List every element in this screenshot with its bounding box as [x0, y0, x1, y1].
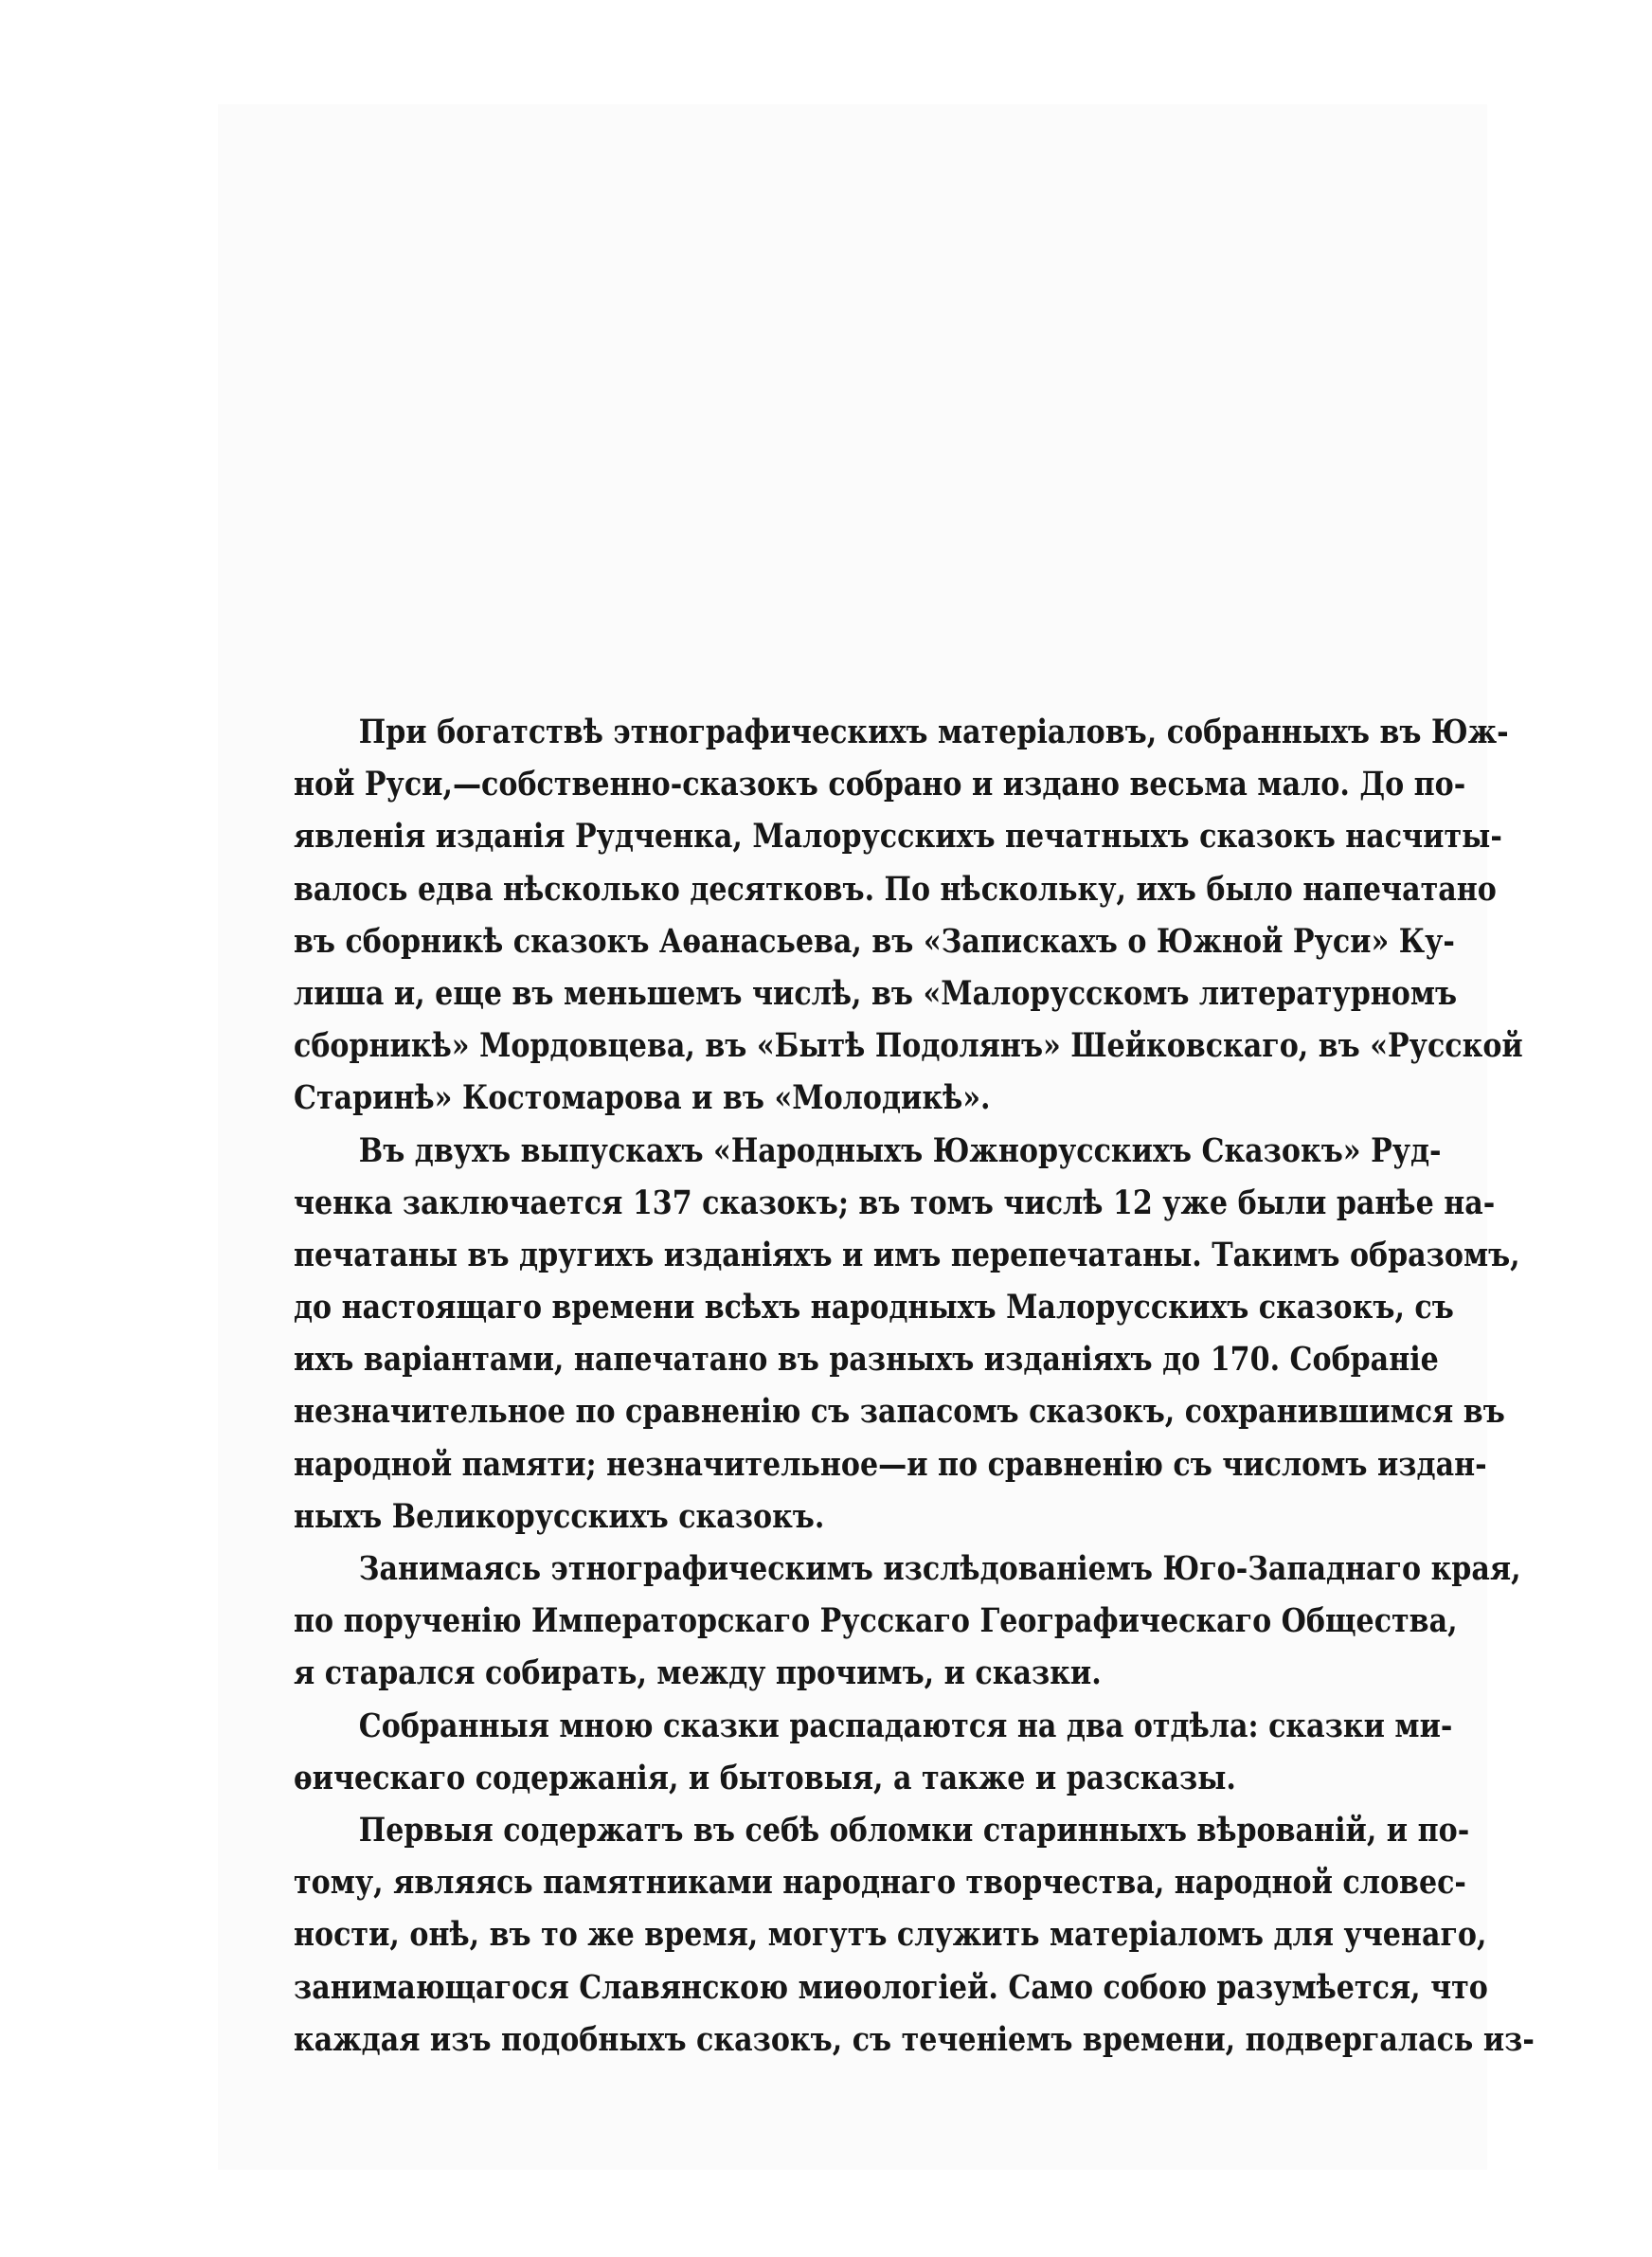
paragraph [294, 706, 1523, 1125]
text-line: лиша и, еще въ меньшемъ числѣ, въ «Малорусскомъ литературномъ [294, 973, 1458, 1013]
text-line: занимающагося Славянскою миѳологіей. Само собою разумѣется, что [294, 1967, 1488, 2007]
text-line: по порученію Императорскаго Русскаго Географическаго Общества, [294, 1601, 1458, 1641]
text-line: народной памяти; незначительное—и по сравненію съ числомъ издан- [294, 1444, 1487, 1484]
text-line: ченка заключается 137 сказокъ; въ томъ числѣ 12 уже были ранѣе на- [294, 1183, 1496, 1222]
text-line: Старинѣ» Костомарова и въ «Молодикѣ». [294, 1078, 991, 1118]
text-line: каждая изъ подобныхъ сказокъ, съ теченіемъ времени, подвергалась из- [294, 2019, 1535, 2059]
text-line: Занимаясь этнографическимъ изслѣдованіемъ Юго-Западнаго края, [358, 1549, 1521, 1588]
body-text [294, 706, 1535, 2066]
text-line: ныхъ Великорусскихъ сказокъ. [294, 1496, 825, 1536]
text-line: ѳическаго содержанія, и бытовыя, а также и разсказы. [294, 1758, 1236, 1797]
text-line: Первыя содержатъ въ себѣ обломки старинныхъ вѣрованій, и по- [358, 1810, 1470, 1850]
paragraph [294, 1543, 1521, 1700]
paragraph [294, 1125, 1520, 1544]
text-line: Собранныя мною сказки распадаются на два отдѣла: сказки ми- [358, 1706, 1453, 1745]
text-line: ной Руси,—собственно-сказокъ собрано и издано весьма мало. До по- [294, 765, 1466, 804]
text-line: въ сборникѣ сказокъ Аѳанасьева, въ «Запискахъ о Южной Руси» Ку- [294, 921, 1455, 961]
text-line: Въ двухъ выпускахъ «Народныхъ Южнорусскихъ Сказокъ» Руд- [358, 1130, 1442, 1170]
text-line: печатаны въ другихъ изданіяхъ и имъ перепечатаны. Такимъ образомъ, [294, 1235, 1520, 1274]
paragraph [294, 1700, 1453, 1804]
text-line: сборникѣ» Мордовцева, въ «Бытѣ Подолянъ» Шейковскаго, въ «Русской [294, 1026, 1523, 1066]
text-line: При богатствѣ этнографическихъ матеріаловъ, собранныхъ въ Юж- [358, 713, 1509, 751]
text-line: тому, являясь памятниками народнаго творчества, народной словес- [294, 1863, 1466, 1903]
text-line: незначительное по сравненію съ запасомъ сказокъ, сохранившимся въ [294, 1392, 1505, 1432]
text-line: я старался собирать, между прочимъ, и сказки. [294, 1653, 1102, 1693]
text-line: ности, онѣ, въ то же время, могутъ служить матеріаломъ для ученаго, [294, 1915, 1487, 1955]
paragraph [294, 1804, 1535, 2066]
text-line: до настоящаго времени всѣхъ народныхъ Малорусскихъ сказокъ, съ [294, 1288, 1454, 1327]
text-line: ихъ варіантами, напечатано въ разныхъ изданіяхъ до 170. Собраніе [294, 1340, 1439, 1380]
text-line: явленія изданія Рудченка, Малорусскихъ печатныхъ сказокъ насчиты- [294, 817, 1502, 857]
text-line: валось едва нѣсколько десятковъ. По нѣскольку, ихъ было напечатано [294, 869, 1497, 909]
